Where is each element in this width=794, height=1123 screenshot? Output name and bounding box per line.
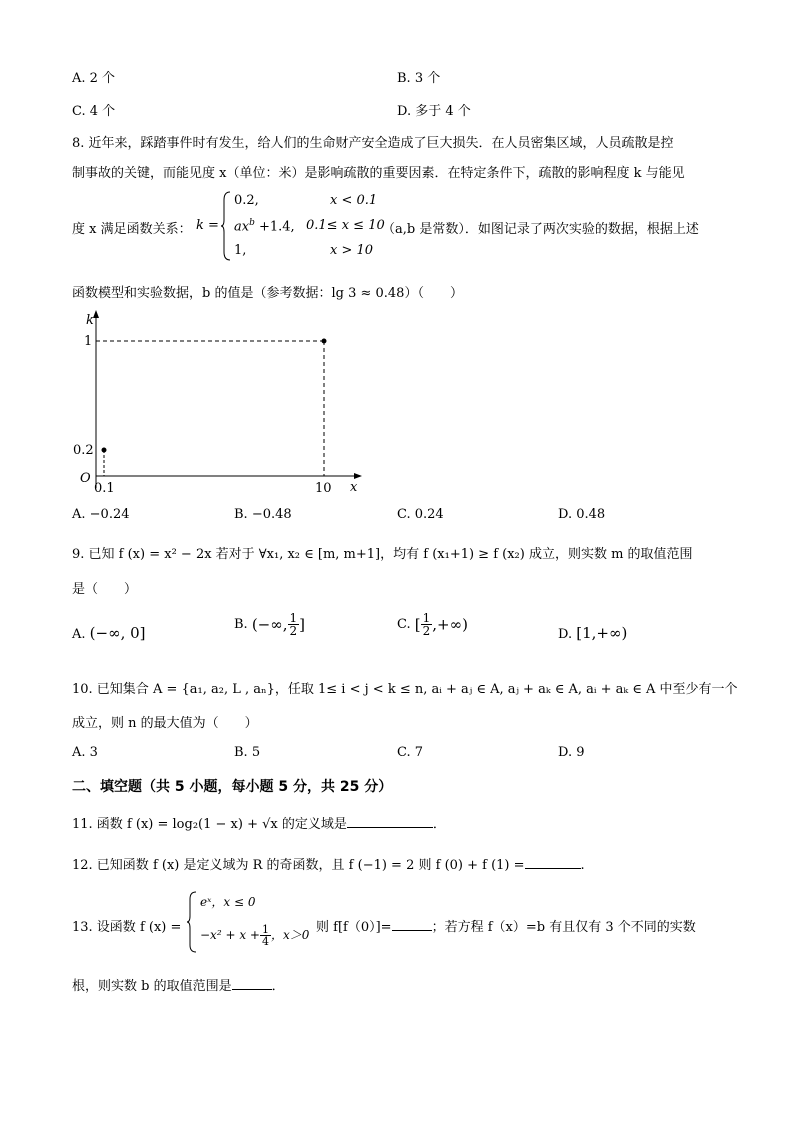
q9-option-c: C. [ $\frac{1}{2}$ ,+∞) [397,611,468,638]
q13-answer-blank-2[interactable] [232,989,272,990]
x-axis-label: x [350,480,358,495]
q8-k-equals: k = [196,218,219,233]
y-axis-label: k [86,313,94,328]
x-tick-label-10: 10 [315,481,332,496]
q8-text-line3-prefix: 度 x 满足函数关系： [72,222,192,237]
q8-piecewise-brace [220,190,232,262]
q10-text-line1: 10. 已知集合 A = {a₁, a₂, L , aₙ}，任取 1≤ i < j < k ≤ n, aᵢ + aⱼ ∈ A, aⱼ + aₖ ∈ A, aᵢ + aₖ ∈ A 中至少有一个 [72,682,738,697]
q9-text-line1: 9. 已知 f (x) = x² − 2x 若对于 ∀x₁, x₂ ∈ [m, m+1]，均有 f (x₁+1) ≥ f (x₂) 成立，则实数 m 的取值范围 [72,547,693,562]
q8-option-d: D. 0.48 [558,507,606,522]
q13-text-middle: 则 f[f（0）]= ；若方程 f（x）=b 有且仅有 3 个不同的实数 [316,920,696,935]
q13-answer-blank-1[interactable] [392,930,432,931]
q12-text: 12. 已知函数 f (x) 是定义域为 R 的奇函数，且 f (−1) = 2 则 f (0) + f (1) = . [72,858,585,873]
q7-option-a: A. 2 个 [72,71,116,86]
q9-option-a: A. (−∞, 0] [72,624,146,642]
q10-option-a: A. 3 [72,745,98,760]
origin-label: O [80,471,91,486]
q8-piece3-condition: x > 10 [330,243,374,258]
q13-piecewise-brace [186,890,198,954]
q7-option-c: C. 4 个 [72,104,116,119]
q10-option-c: C. 7 [397,745,424,760]
q8-option-a: A. −0.24 [72,507,130,522]
q8-text-line1: 8. 近年来，踩踏事件时有发生，给人们的生命财产安全造成了巨大损失．在人员密集区域，人员疏散是控 [72,136,674,151]
q8-piece1-value: 0.2, [234,193,259,208]
q12-answer-blank[interactable] [525,868,581,869]
q8-piece2-condition: 0.1≤ x ≤ 10 [306,218,385,233]
x-axis-arrow [354,473,362,479]
q13-text-line2: 根，则实数 b 的取值范围是 ． [72,979,285,994]
q8-piece2-value: $ax^b +1.4$, [234,218,295,235]
y-tick-label-02: 0.2 [73,443,94,458]
q10-text-line2: 成立，则 n 的最大值为（ ） [72,716,258,731]
q8-text-line3-suffix: （a,b 是常数）．如图记录了两次实验的数据，根据上述 [382,222,699,237]
q9-option-d: D. [1,+∞) [558,624,628,642]
q9-text-line2: 是（ ） [72,582,138,597]
q8-option-c: C. 0.24 [397,507,444,522]
q8-text-line4: 函数模型和实验数据，b 的值是（参考数据：lg 3 ≈ 0.48）（ ） [72,286,463,301]
q10-option-d: D. 9 [558,745,585,760]
q8-piece1-condition: x < 0.1 [330,193,378,208]
q7-option-b: B. 3 个 [397,71,441,86]
q11-answer-blank[interactable] [347,827,433,828]
point-10-1 [322,339,327,344]
q8-text-line2: 制事故的关键，而能见度 x（单位：米）是影响疏散的重要因素．在特定条件下，疏散的影响程度 k 与能见 [72,166,685,181]
q13-piece2: −x² + x + $\frac{1}{4}$ ，x＞0 [200,923,310,948]
q8-option-b: B. −0.48 [234,507,292,522]
x-tick-label-01: 0.1 [94,481,115,496]
point-01-02 [102,448,107,453]
q13-prefix: 13. 设函数 f (x) = [72,920,182,935]
section2-heading: 二、填空题（共 5 小题，每小题 5 分，共 25 分） [72,779,393,795]
q8-graph [70,308,370,508]
q10-option-b: B. 5 [234,745,261,760]
y-tick-label-1: 1 [84,334,93,349]
y-axis-arrow [93,310,99,318]
q8-piece3-value: 1, [234,243,247,258]
q9-option-b: B. (−∞, $\frac{1}{2}$ ] [234,611,306,638]
q13-piece1: eˣ，x ≤ 0 [200,895,256,909]
q11-text: 11. 函数 f (x) = log₂(1 − x) + √x 的定义域是 ． [72,817,446,832]
q7-option-d: D. 多于 4 个 [397,104,471,119]
